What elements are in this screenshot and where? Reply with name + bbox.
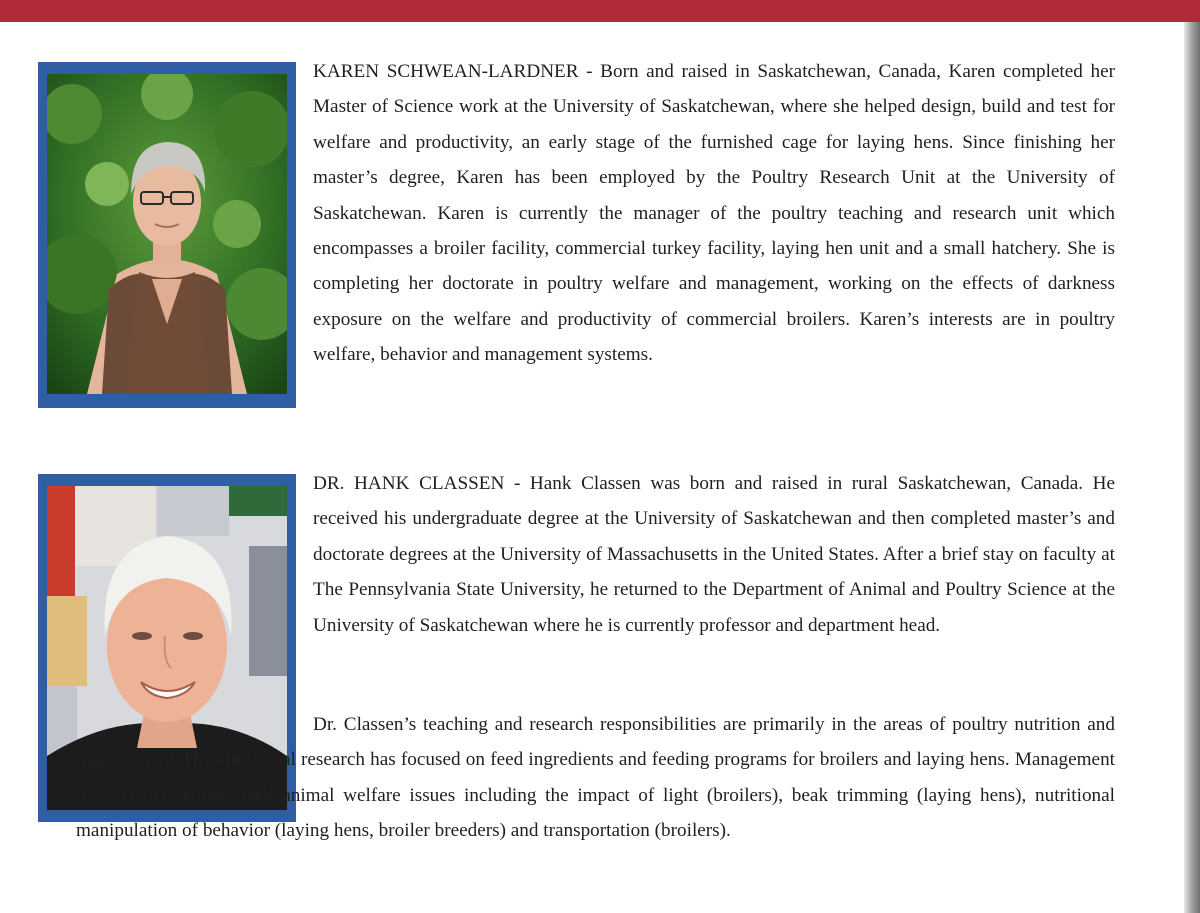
hank-bio-paragraph: DR. HANK CLASSEN - Hank Classen was born and raised in rural Saskatchewan, Canada. He received his undergraduate degree at the University of Saskatchewan and then completed master’s and doctorate degrees at the University of Massachusetts in the United States. After a brief stay on faculty at The Pennsylvania State University, he returned to the Department of Animal and Poultry Science at the University of Saskatchewan where he is currently professor and department head.: [313, 473, 1115, 636]
karen-portrait-photo: [47, 74, 287, 394]
hank-bio-continued-paragraph: Dr. Classen’s teaching and research responsibilities are primarily in the areas of poultry nutrition and management. His nutritional research has focused on feed ingredients and feeding programs for broilers and laying hens. Management research has emphasized animal welfare issues including the impact of light (broilers), beak trimming (laying hens), nutritional manipulation of behavior (laying hens, broiler breeders) and transportation (broilers).: [76, 714, 1115, 842]
page-edge-shadow: [1184, 22, 1200, 913]
karen-bio-paragraph: KAREN SCHWEAN-LARDNER - Born and raised in Saskatchewan, Canada, Karen completed her Master of Science work at the University of Saskatchewan, where she helped design, build and test for welfare and productivity, an early stage of the furnished cage for laying hens. Since finishing her master’s degree, Karen has been employed by the Poultry Research Unit at the University of Saskatchewan. Karen is currently the manager of the poultry teaching and research unit which encompasses a broiler facility, commercial turkey facility, laying hen unit and a small hatchery. She is completing her doctorate in poultry welfare and management, working on the effects of darkness exposure on the welfare and productivity of commercial broilers. Karen’s interests are in poultry welfare, behavior and management systems.: [313, 61, 1115, 366]
header-bar: [0, 0, 1200, 22]
karen-photo-frame: [38, 62, 296, 408]
